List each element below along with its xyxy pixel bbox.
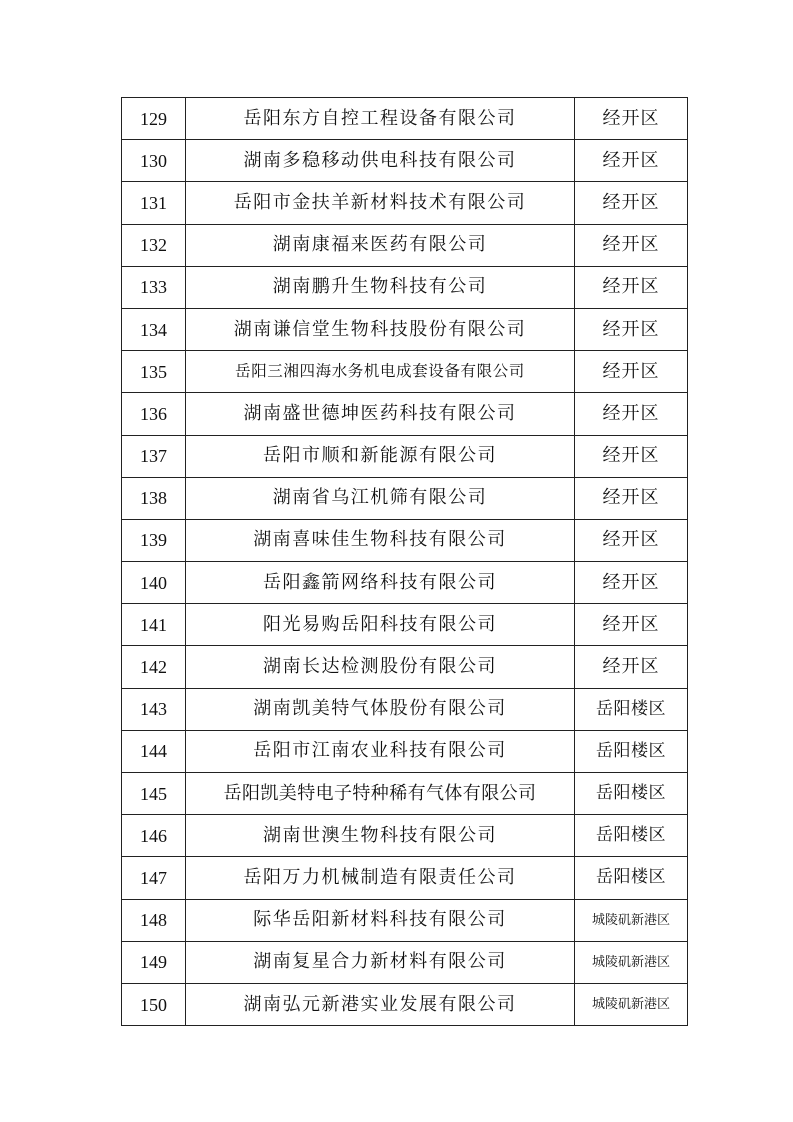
company-name: 岳阳三湘四海水务机电成套设备有限公司	[186, 351, 575, 393]
district: 经开区	[575, 646, 688, 688]
row-number: 146	[122, 815, 186, 857]
company-name: 湖南省乌江机筛有限公司	[186, 477, 575, 519]
company-name: 岳阳凯美特电子特种稀有气体有限公司	[186, 773, 575, 815]
table-row	[122, 815, 688, 857]
table-row	[122, 899, 688, 941]
table-row	[122, 308, 688, 350]
row-number: 137	[122, 435, 186, 477]
company-name: 阳光易购岳阳科技有限公司	[186, 604, 575, 646]
company-name: 湖南凯美特气体股份有限公司	[186, 688, 575, 730]
district: 岳阳楼区	[575, 773, 688, 815]
company-name: 湖南盛世德坤医药科技有限公司	[186, 393, 575, 435]
table-row	[122, 351, 688, 393]
district: 经开区	[575, 604, 688, 646]
district: 经开区	[575, 351, 688, 393]
table-row	[122, 773, 688, 815]
row-number: 143	[122, 688, 186, 730]
table-row	[122, 562, 688, 604]
company-name: 湖南多稳移动供电科技有限公司	[186, 140, 575, 182]
row-number: 132	[122, 224, 186, 266]
company-name: 际华岳阳新材料科技有限公司	[186, 899, 575, 941]
district: 经开区	[575, 266, 688, 308]
row-number: 138	[122, 477, 186, 519]
district: 经开区	[575, 562, 688, 604]
district: 经开区	[575, 435, 688, 477]
table-row	[122, 98, 688, 140]
row-number: 140	[122, 562, 186, 604]
district: 经开区	[575, 477, 688, 519]
table-row	[122, 941, 688, 983]
row-number: 145	[122, 773, 186, 815]
row-number: 131	[122, 182, 186, 224]
district: 经开区	[575, 224, 688, 266]
row-number: 149	[122, 941, 186, 983]
district: 经开区	[575, 182, 688, 224]
district: 岳阳楼区	[575, 815, 688, 857]
company-name: 岳阳市金扶羊新材料技术有限公司	[186, 182, 575, 224]
district: 经开区	[575, 393, 688, 435]
company-name: 岳阳东方自控工程设备有限公司	[186, 98, 575, 140]
company-name: 湖南弘元新港实业发展有限公司	[186, 983, 575, 1025]
row-number: 141	[122, 604, 186, 646]
district: 岳阳楼区	[575, 857, 688, 899]
row-number: 139	[122, 519, 186, 561]
district: 城陵矶新港区	[575, 941, 688, 983]
row-number: 134	[122, 308, 186, 350]
district: 经开区	[575, 308, 688, 350]
table-row	[122, 730, 688, 772]
row-number: 133	[122, 266, 186, 308]
company-name: 湖南长达检测股份有限公司	[186, 646, 575, 688]
district: 经开区	[575, 98, 688, 140]
row-number: 148	[122, 899, 186, 941]
table-row	[122, 477, 688, 519]
row-number: 130	[122, 140, 186, 182]
company-name: 岳阳市江南农业科技有限公司	[186, 730, 575, 772]
table-row	[122, 393, 688, 435]
table-row	[122, 266, 688, 308]
table-row	[122, 182, 688, 224]
row-number: 144	[122, 730, 186, 772]
table-row	[122, 519, 688, 561]
district: 经开区	[575, 519, 688, 561]
company-name: 湖南世澳生物科技有限公司	[186, 815, 575, 857]
table-row	[122, 140, 688, 182]
company-name: 湖南喜味佳生物科技有限公司	[186, 519, 575, 561]
company-table	[121, 97, 688, 1026]
district: 城陵矶新港区	[575, 983, 688, 1025]
table-row	[122, 857, 688, 899]
company-name: 岳阳万力机械制造有限责任公司	[186, 857, 575, 899]
row-number: 136	[122, 393, 186, 435]
company-name: 湖南复星合力新材料有限公司	[186, 941, 575, 983]
district: 岳阳楼区	[575, 688, 688, 730]
table-row	[122, 604, 688, 646]
row-number: 135	[122, 351, 186, 393]
row-number: 129	[122, 98, 186, 140]
district: 岳阳楼区	[575, 730, 688, 772]
row-number: 142	[122, 646, 186, 688]
district: 经开区	[575, 140, 688, 182]
table-row	[122, 688, 688, 730]
company-name: 岳阳鑫箭网络科技有限公司	[186, 562, 575, 604]
row-number: 147	[122, 857, 186, 899]
company-name: 湖南康福来医药有限公司	[186, 224, 575, 266]
table-row	[122, 983, 688, 1025]
district: 城陵矶新港区	[575, 899, 688, 941]
company-name: 湖南鹏升生物科技有公司	[186, 266, 575, 308]
table-row	[122, 646, 688, 688]
company-name: 岳阳市顺和新能源有限公司	[186, 435, 575, 477]
company-name: 湖南谦信堂生物科技股份有限公司	[186, 308, 575, 350]
table-row	[122, 224, 688, 266]
table-row	[122, 435, 688, 477]
row-number: 150	[122, 983, 186, 1025]
